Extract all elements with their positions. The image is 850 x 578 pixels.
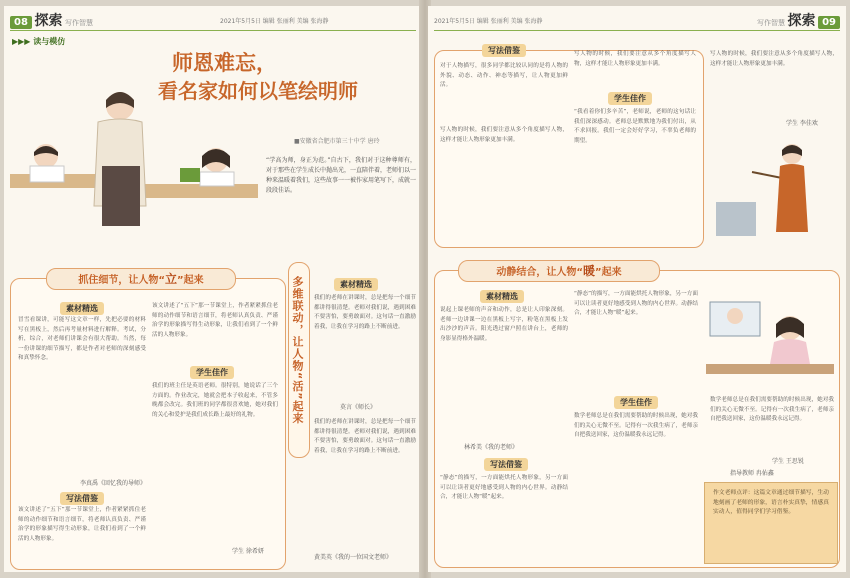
desk-illustration bbox=[706, 294, 834, 392]
right-header bbox=[434, 10, 840, 30]
teacher-signature: 指导教师 冉佑鑫 bbox=[730, 470, 774, 477]
author-credit-right: 林希美《我的老师》 bbox=[464, 444, 519, 451]
body-student-3: 数学老师总是在我们需要帮助的时候出现，她对我们的关心无微不至。记得有一次我生病了，老师亲自把我送回家，这份温暖我永远记得。 bbox=[574, 413, 698, 439]
section-label: ▶▶▶ 读与模仿 bbox=[12, 37, 66, 46]
author-credit-3: 黄美英《我的一位国文老师》 bbox=[314, 554, 393, 561]
brand-subtitle-right: 写作智慧 bbox=[756, 19, 785, 27]
teacher-comment-note: 作文老师点评：这篇文章通过细节描写，生动地刻画了老师的形象，语言朴实真挚，情感真实动人，值得同学们学习借鉴。 bbox=[704, 482, 838, 564]
student-signature: 学生 徐希妍 bbox=[232, 548, 264, 555]
band-left-key: 立 bbox=[164, 272, 177, 286]
brand-subtitle: 写作智慧 bbox=[65, 19, 94, 27]
header-meta: 2021年5月5日 编辑 张丽利 美编 张海静 bbox=[220, 18, 329, 25]
body-method: 该文讲述了“五下”那一节课堂上，作者紧紧抓住老师的动作细节和语言细节，将老师认真负责、严谨治学的形象描写得生动形象，让我们看到了一个鲜活的人物形象。 bbox=[18, 507, 146, 542]
header-meta-right: 2021年5月5日 编辑 张丽利 美编 张海静 bbox=[434, 18, 543, 25]
subheading-student-3: 学生佳作 bbox=[614, 396, 658, 409]
body-method-2: 对于人物描写，很多同学都比较认同的是将人物的外貌、动态、动作、神态等描写，让人物更加鲜活。 bbox=[440, 63, 568, 89]
subheading-method-3: 写法借鉴 bbox=[484, 458, 528, 471]
page-number: 08 bbox=[10, 16, 32, 29]
brand-title-right: 探索 bbox=[787, 13, 816, 29]
body-method-3: “静态”的描写，一方面能烘托人物形象，另一方面可以让读者更好地感受到人物的内心世界。动静结合，才能让人物“暖”起来。 bbox=[440, 475, 568, 501]
student-signature-2: 学生 李佳欢 bbox=[786, 120, 818, 127]
brand-title: 探索 bbox=[34, 13, 63, 29]
body-student-2: “我看着你们多辛苦”，老师说，老师的这句话让我们深深感动。老师总是默默地为我们付出，从不求回报。我们一定会好好学习，不辜负老师的期望。 bbox=[574, 109, 696, 144]
body-material: 冒雪看课讲，可能写这文章一样，先把必要的材料写在黑板上，然后再考量材料进行解释。考试，分析，综合，对老师们讲课会有很大帮助。当然，每一份讲课的细节描写，都是作者对老师的深刻感受和真挚怀念。 bbox=[18, 317, 146, 362]
band-left-pre: 抓住细节，让人物“ bbox=[78, 275, 165, 286]
student-signature-3: 学生 王思锐 bbox=[772, 458, 804, 465]
section-text: 读与模仿 bbox=[33, 37, 66, 46]
body-col-right-top: 写人物的时候，我们要注意从多个角度描写人物，这样才能让人物形象更加丰满。 bbox=[574, 51, 696, 67]
subheading-material-2: 素材精选 bbox=[334, 278, 378, 291]
subheading-material-3: 素材精选 bbox=[480, 290, 524, 303]
author-credit-2: 莫言《师长》 bbox=[340, 404, 377, 411]
teacher-board-illustration bbox=[716, 132, 840, 242]
body-material-2b: 我们的老师在讲课时，总是把每一个细节都讲得很清楚。老师对我们说，遇到困难不要害怕，要勇敢面对。这句话一直激励着我，让我在学习的路上不断前进。 bbox=[314, 419, 416, 454]
body-material-3: 说起上课老师的声音和动作，总是让人印象深刻。老师一边讲课一边在黑板上写字，粉笔在黑板上发出沙沙的声音。阳光透过窗户照在讲台上，老师的身影显得格外温暖。 bbox=[440, 307, 568, 342]
page-title-line2: 看名家如何以笔绘明师 bbox=[158, 79, 358, 103]
subheading-method: 写法借鉴 bbox=[60, 492, 104, 505]
subheading-student-2: 学生佳作 bbox=[608, 92, 652, 105]
band-left-post: ”起来 bbox=[177, 275, 204, 286]
page-number-right: 09 bbox=[818, 16, 840, 29]
right-page bbox=[428, 6, 846, 572]
subheading-material: 素材精选 bbox=[60, 302, 104, 315]
author-credit: 李真禹《回忆我的导师》 bbox=[80, 480, 147, 487]
page-title-line1: 师恩难忘， bbox=[172, 51, 277, 75]
header-rule bbox=[10, 30, 416, 31]
left-header bbox=[10, 10, 416, 30]
subheading-method-2: 写法借鉴 bbox=[482, 44, 526, 57]
subheading-student: 学生佳作 bbox=[190, 366, 234, 379]
header-rule-right bbox=[434, 30, 840, 31]
byline: ■安徽省合肥市第三十中学 唐玲 bbox=[294, 138, 380, 145]
body-col2-top: 该文讲述了“五下”那一节课堂上，作者紧紧抓住老师的动作细节和语言细节，将老师认真负责、严谨治学的形象描写得生动形象，让我们看到了一个鲜活的人物形象。 bbox=[152, 303, 278, 338]
body-col-right: 数学老师总是在我们需要帮助的时候出现，她对我们的关心无微不至。记得有一次我生病了，老师亲自把我送回家，这份温暖我永远记得。 bbox=[710, 397, 834, 423]
body-student: 我们的班主任是英语老师。很特别，她说话了三个方面的。作业改完，她就会把本子收起来，不管多晚都会改完。我们班的同学都很喜欢她，她对我们的关心和爱护是我们成长路上最好的礼物。 bbox=[152, 383, 278, 418]
body-col-mid: “静态”的描写，一方面能烘托人物形象，另一方面可以让读者更好地感受到人物的内心世界。动静结合，才能让人物“暖”起来。 bbox=[574, 291, 698, 317]
band-right-post: ”起来 bbox=[595, 267, 622, 278]
band-right-pre: 动静结合，让人物“ bbox=[496, 267, 583, 278]
section-band-right bbox=[458, 260, 660, 282]
classroom-illustration bbox=[10, 56, 260, 226]
body-col-far-right: 写人物的时候，我们要注意从多个角度描写人物，这样才能让人物形象更加丰满。 bbox=[710, 51, 838, 67]
lead-paragraph: “学高为师，身正为范。”自古下，我们对于这种尊师有，对于那些在学生成长中抛出光，一直陪伴着，老师们以一种来温暖着我们，这些故事一一被作家用笔写下，成就一段段佳话。 bbox=[266, 157, 417, 194]
section-band-left bbox=[46, 268, 236, 290]
band-right-key: 暖 bbox=[582, 264, 595, 278]
left-page bbox=[4, 6, 422, 572]
body-material-2: 我们的老师在讲课时，总是把每一个细节都讲得很清楚。老师对我们说，遇到困难不要害怕，要勇敢面对。这句话一直激励着我，让我在学习的路上不断前进。 bbox=[314, 295, 416, 330]
body-method-2b: 写人物的时候，我们要注意从多个角度描写人物，这样才能让人物形象更加丰满。 bbox=[440, 127, 568, 143]
vertical-title: 多维联动，让人物“活”起来 bbox=[291, 276, 304, 425]
